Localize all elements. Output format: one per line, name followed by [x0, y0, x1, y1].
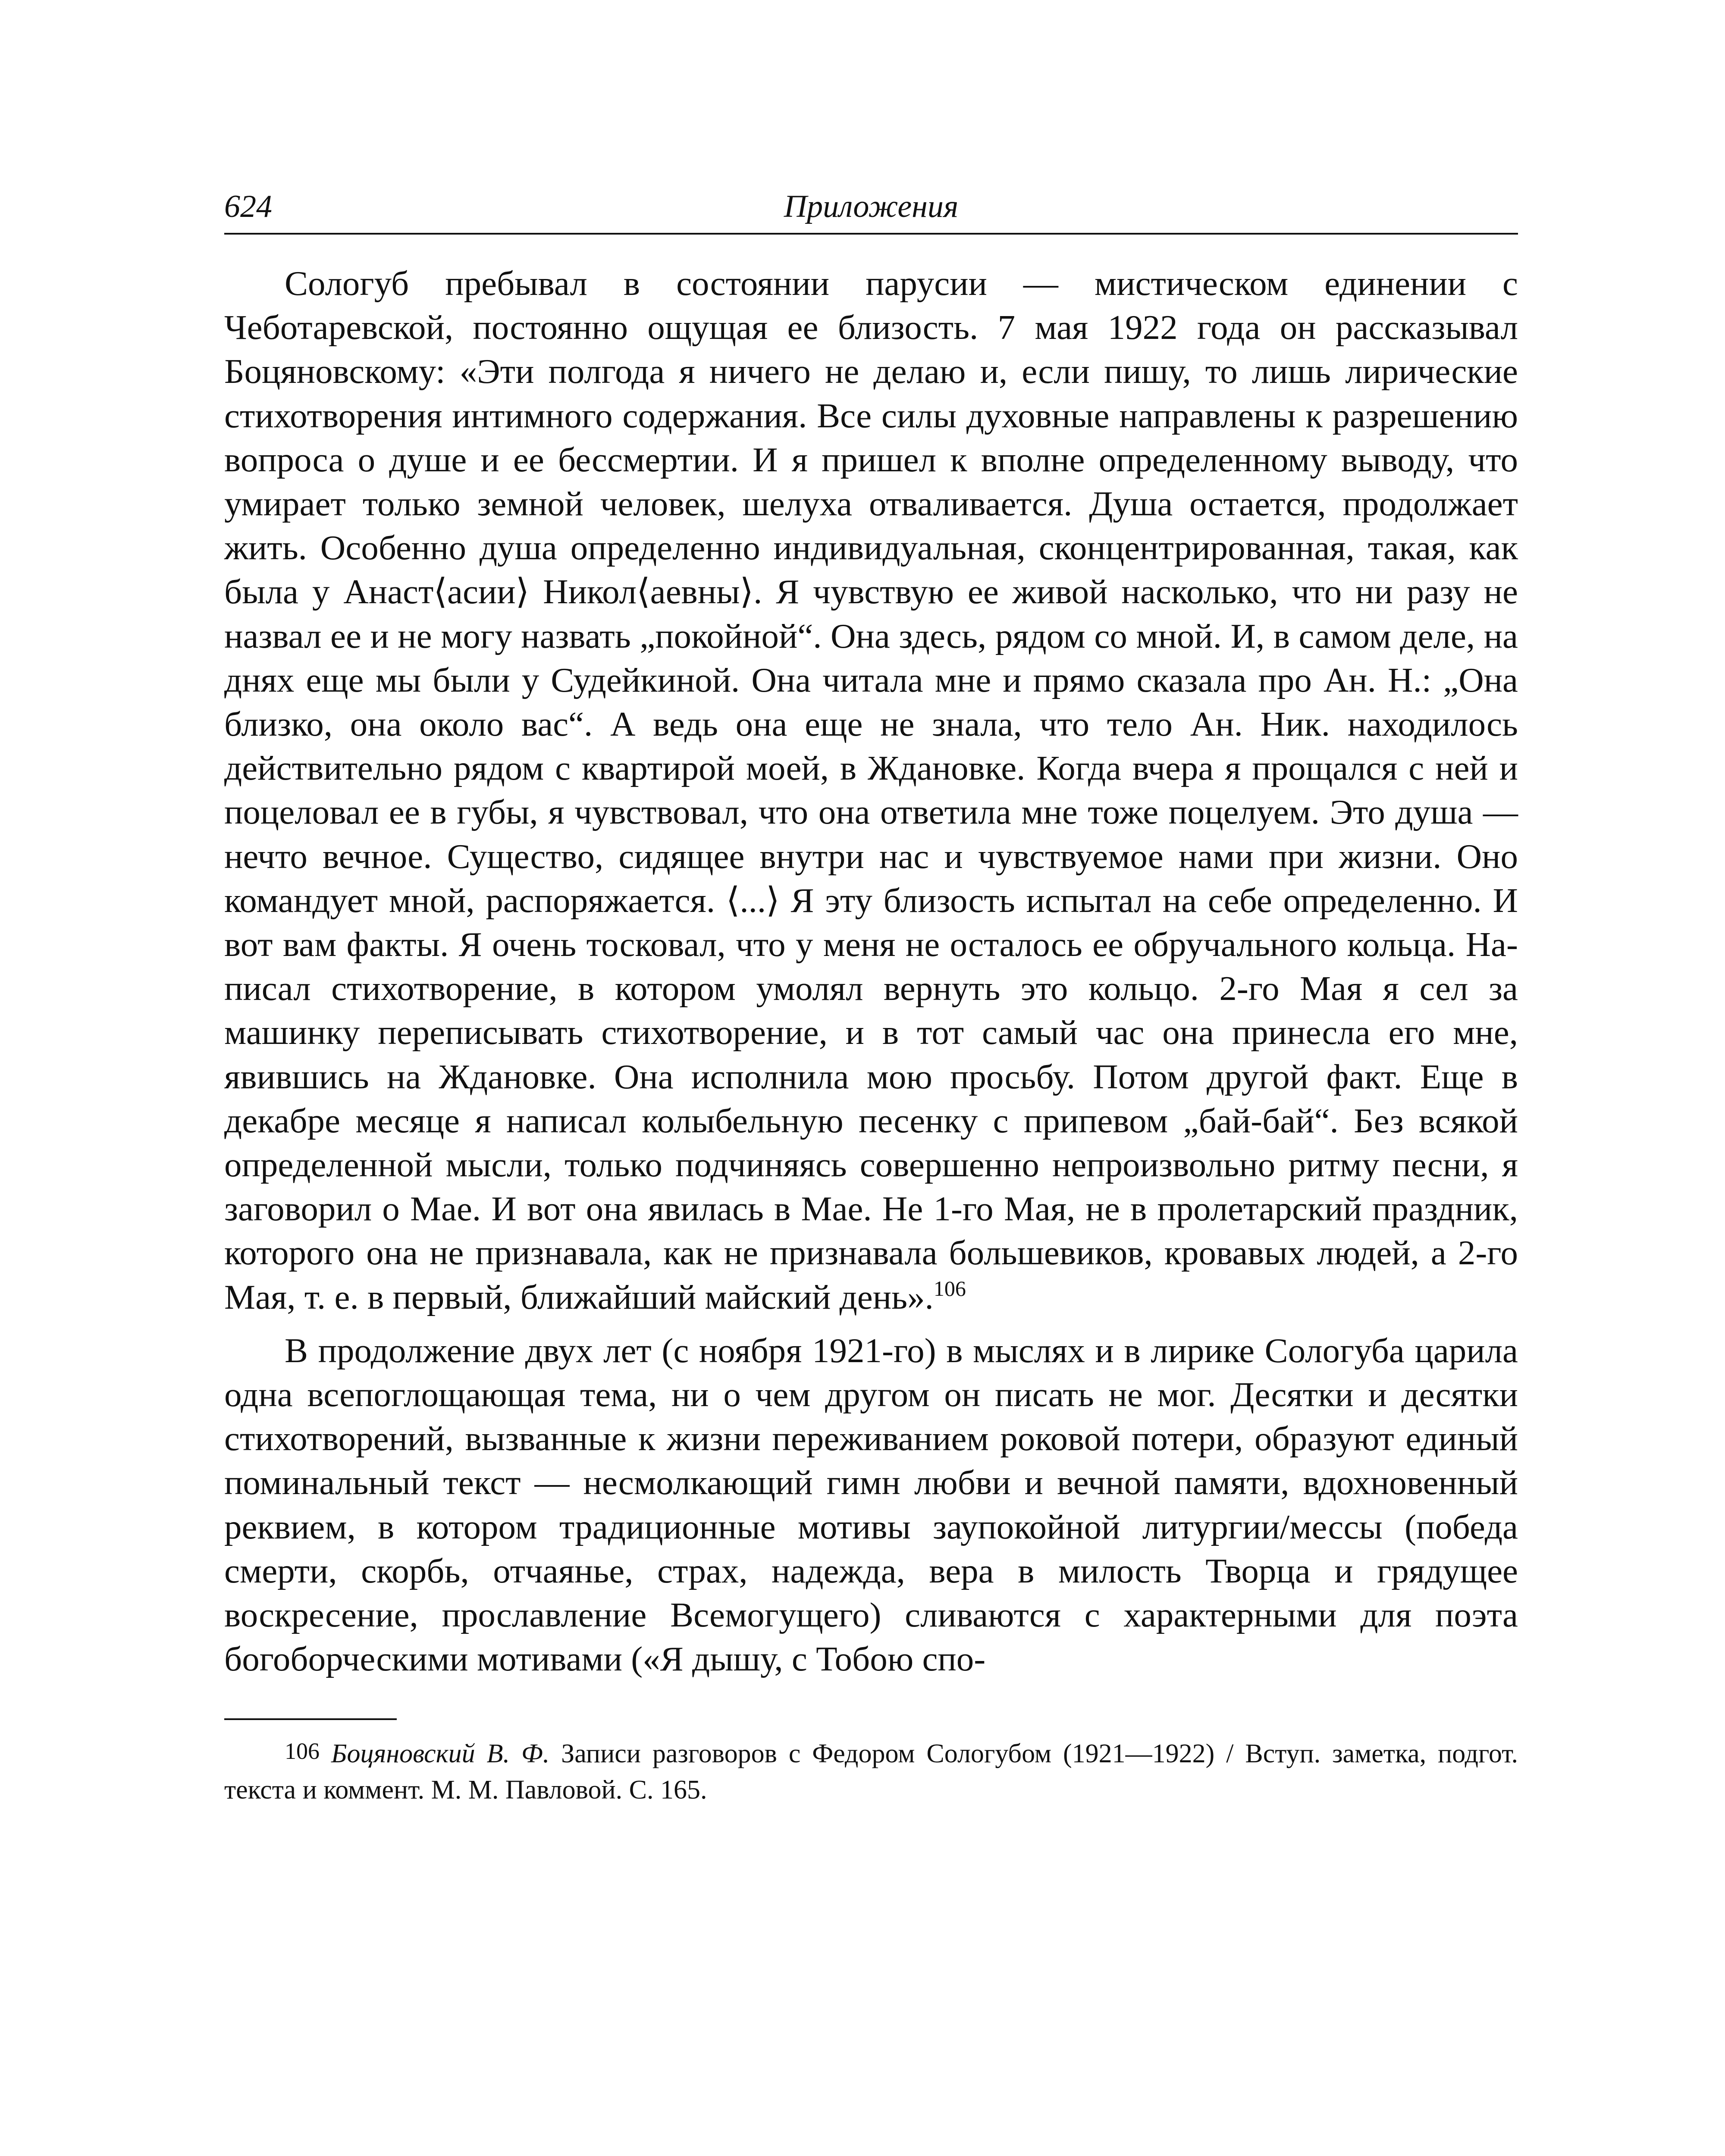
footnote — [224, 1733, 1518, 1808]
footnote-author: Боцяновский В. Ф. — [331, 1739, 550, 1768]
running-title: Приложения — [784, 189, 959, 224]
footnote-reference[interactable]: 106 — [933, 1276, 966, 1300]
paragraph-text: В продолжение двух лет (с ноября 1921-го) в мыслях и в лирике Сологуба царила одна всепоглощающая тема, ни о чем другом он писать не мог. Десятки и десятки стихотворений, вызванные к жизни переживанием роковой потери, образуют единый поминальный текст — несмолкающий гимн любви и вечной памяти, вдохновенный реквием, в котором традиционные мотивы заупокойной литургии/мессы (победа смерти, скорбь, отчаянье, страх, надежда, вера в милость Творца и грядущее воскресение, прославление Всемогущего) сливаются с характерными для поэта богоборческими мотивами («Я дышу, с Тобою спо- — [224, 1331, 1518, 1679]
page-number: 624 — [224, 189, 272, 224]
running-head — [224, 181, 1518, 235]
book-page — [224, 181, 1518, 2078]
main-text — [224, 261, 1518, 1681]
paragraph — [224, 261, 1518, 1319]
paragraph — [224, 1329, 1518, 1681]
paragraph-text: Сологуб пребывал в состоянии парусии — мистическом единении с Чеботаревской, постоянно ощущая ее близость. 7 мая 1922 года он рассказывал Боцяновскому: «Эти полгода я ничего не делаю и, если пишу, то лишь лирические стихотворения интимного содержания. Все силы духовные направлены к разрешению вопроса о душе и ее бессмертии. И я пришел к вполне определенному выводу, что умирает только земной человек, шелуха отваливается. Душа остается, продолжает жить. Особенно душа определенно индивидуальная, сконцентрированная, такая, как была у Анаст⟨асии⟩ Никол⟨аевны⟩. Я чувствую ее живой насколько, что ни разу не назвал ее и не могу назвать „покойной“. Она здесь, рядом со мной. И, в самом деле, на днях еще мы были у Судейкиной. Она читала мне и прямо сказала про Ан. Н.: „Она близко, она около вас“. А ведь она еще не знала, что тело Ан. Ник. находилось действительно рядом с квартирой моей, в Ждановке. Когда вчера я прощался с ней и поцеловал ее в губы, я чувствовал, что она ответила мне тоже поцелуем. Это душа — нечто вечное. Существо, сидящее внутри нас и чувствуемое нами при жизни. Оно командует мной, распоряжается. ⟨...⟩ Я эту близость испытал на себе определенно. И вот вам факты. Я очень тосковал, что у меня не осталось ее обручального кольца. Написал стихотворение, в котором умолял вернуть это кольцо. 2-го Мая я сел за машинку переписывать стихотворение, и в тот самый час она принесла его мне, явившись на Ждановке. Она исполнила мою просьбу. Потом другой факт. Еще в декабре месяце я написал колыбельную песенку с припевом „бай-бай“. Без всякой определенной мысли, только подчиняясь совершенно непроизвольно ритму песни, я заговорил о Мае. И вот она явилась в Мае. Не 1-го Мая, не в пролетарский праздник, которого она не признавала, как не признавала большевиков, кровавых людей, а 2-го Мая, т. е. в первый, ближайший майский день». — [224, 264, 1518, 1316]
footnote-number: 106 — [285, 1738, 320, 1764]
footnote-divider — [224, 1718, 397, 1720]
footnote-text: Записи разговоров с Федором Сологубом (1921—1922) / Вступ. заметка, подгот. текста и коммент. М. М. Павловой. С. 165. — [224, 1739, 1518, 1805]
